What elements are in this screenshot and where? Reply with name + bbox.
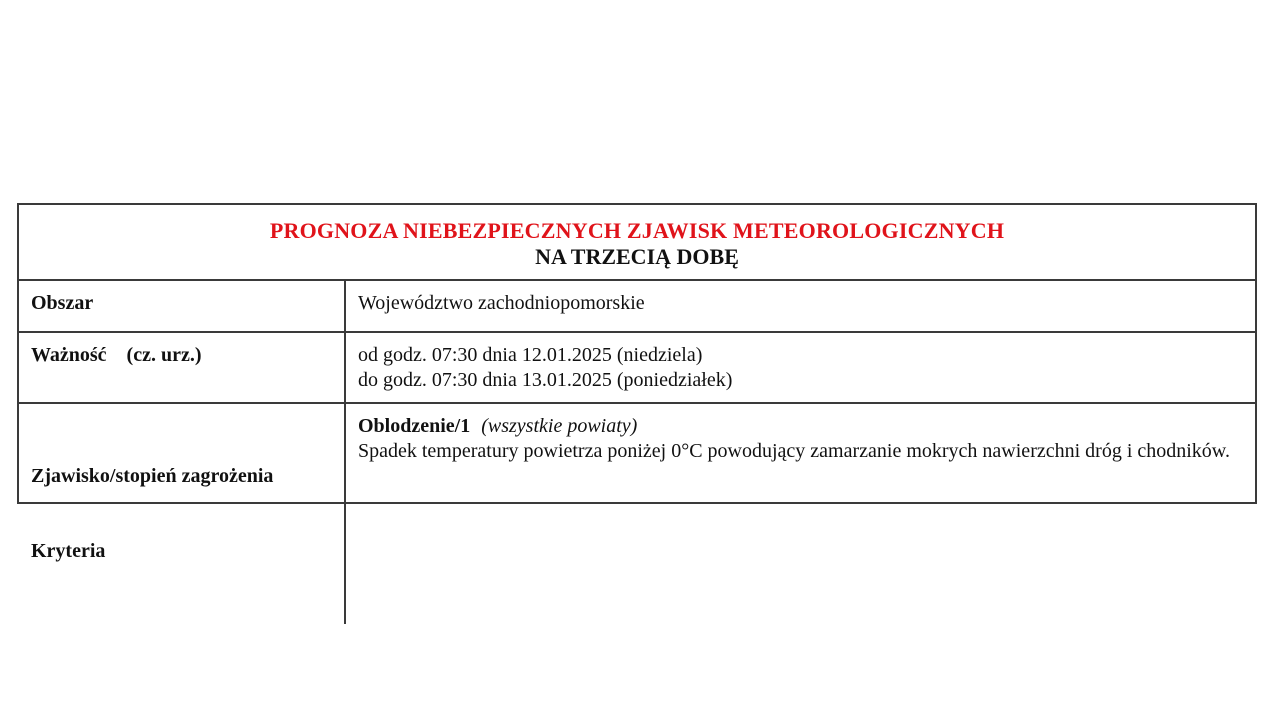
zjawisko-value <box>346 404 1255 624</box>
phenomenon-line <box>358 414 1243 439</box>
forecast-table <box>17 203 1257 562</box>
zjawisko-label-line1: Zjawisko/stopień zagrożenia <box>31 465 274 487</box>
criteria-text: Spadek temperatury powietrza poniżej 0°C powodujący zamarzanie mokrych nawierzchni dróg i chodników. <box>358 440 1230 462</box>
waznosc-value <box>346 333 1255 403</box>
phenomenon-name: Oblodzenie/1 <box>358 415 471 437</box>
forecast-title: PROGNOZA NIEBEZPIECZNYCH ZJAWISK METEOROLOGICZNYCH <box>269 218 1005 243</box>
phenomenon-scope: (wszystkie powiaty) <box>481 415 638 437</box>
table-row-zjawisko <box>19 402 1255 562</box>
zjawisko-label <box>19 404 346 624</box>
zjawisko-label-line2: Kryteria <box>31 540 106 562</box>
table-row-obszar <box>19 279 1255 331</box>
obszar-label: Obszar <box>19 281 346 331</box>
forecast-subtitle: NA TRZECIĄ DOBĘ <box>535 244 739 269</box>
table-header-row <box>19 205 1255 279</box>
validity-to: do godz. 07:30 dnia 13.01.2025 (poniedziałek) <box>358 369 733 391</box>
waznosc-label: Ważność (cz. urz.) <box>19 333 346 403</box>
validity-from: od godz. 07:30 dnia 12.01.2025 (niedziela) <box>358 344 703 366</box>
obszar-value: Województwo zachodniopomorskie <box>358 292 645 314</box>
table-row-waznosc <box>19 331 1255 402</box>
